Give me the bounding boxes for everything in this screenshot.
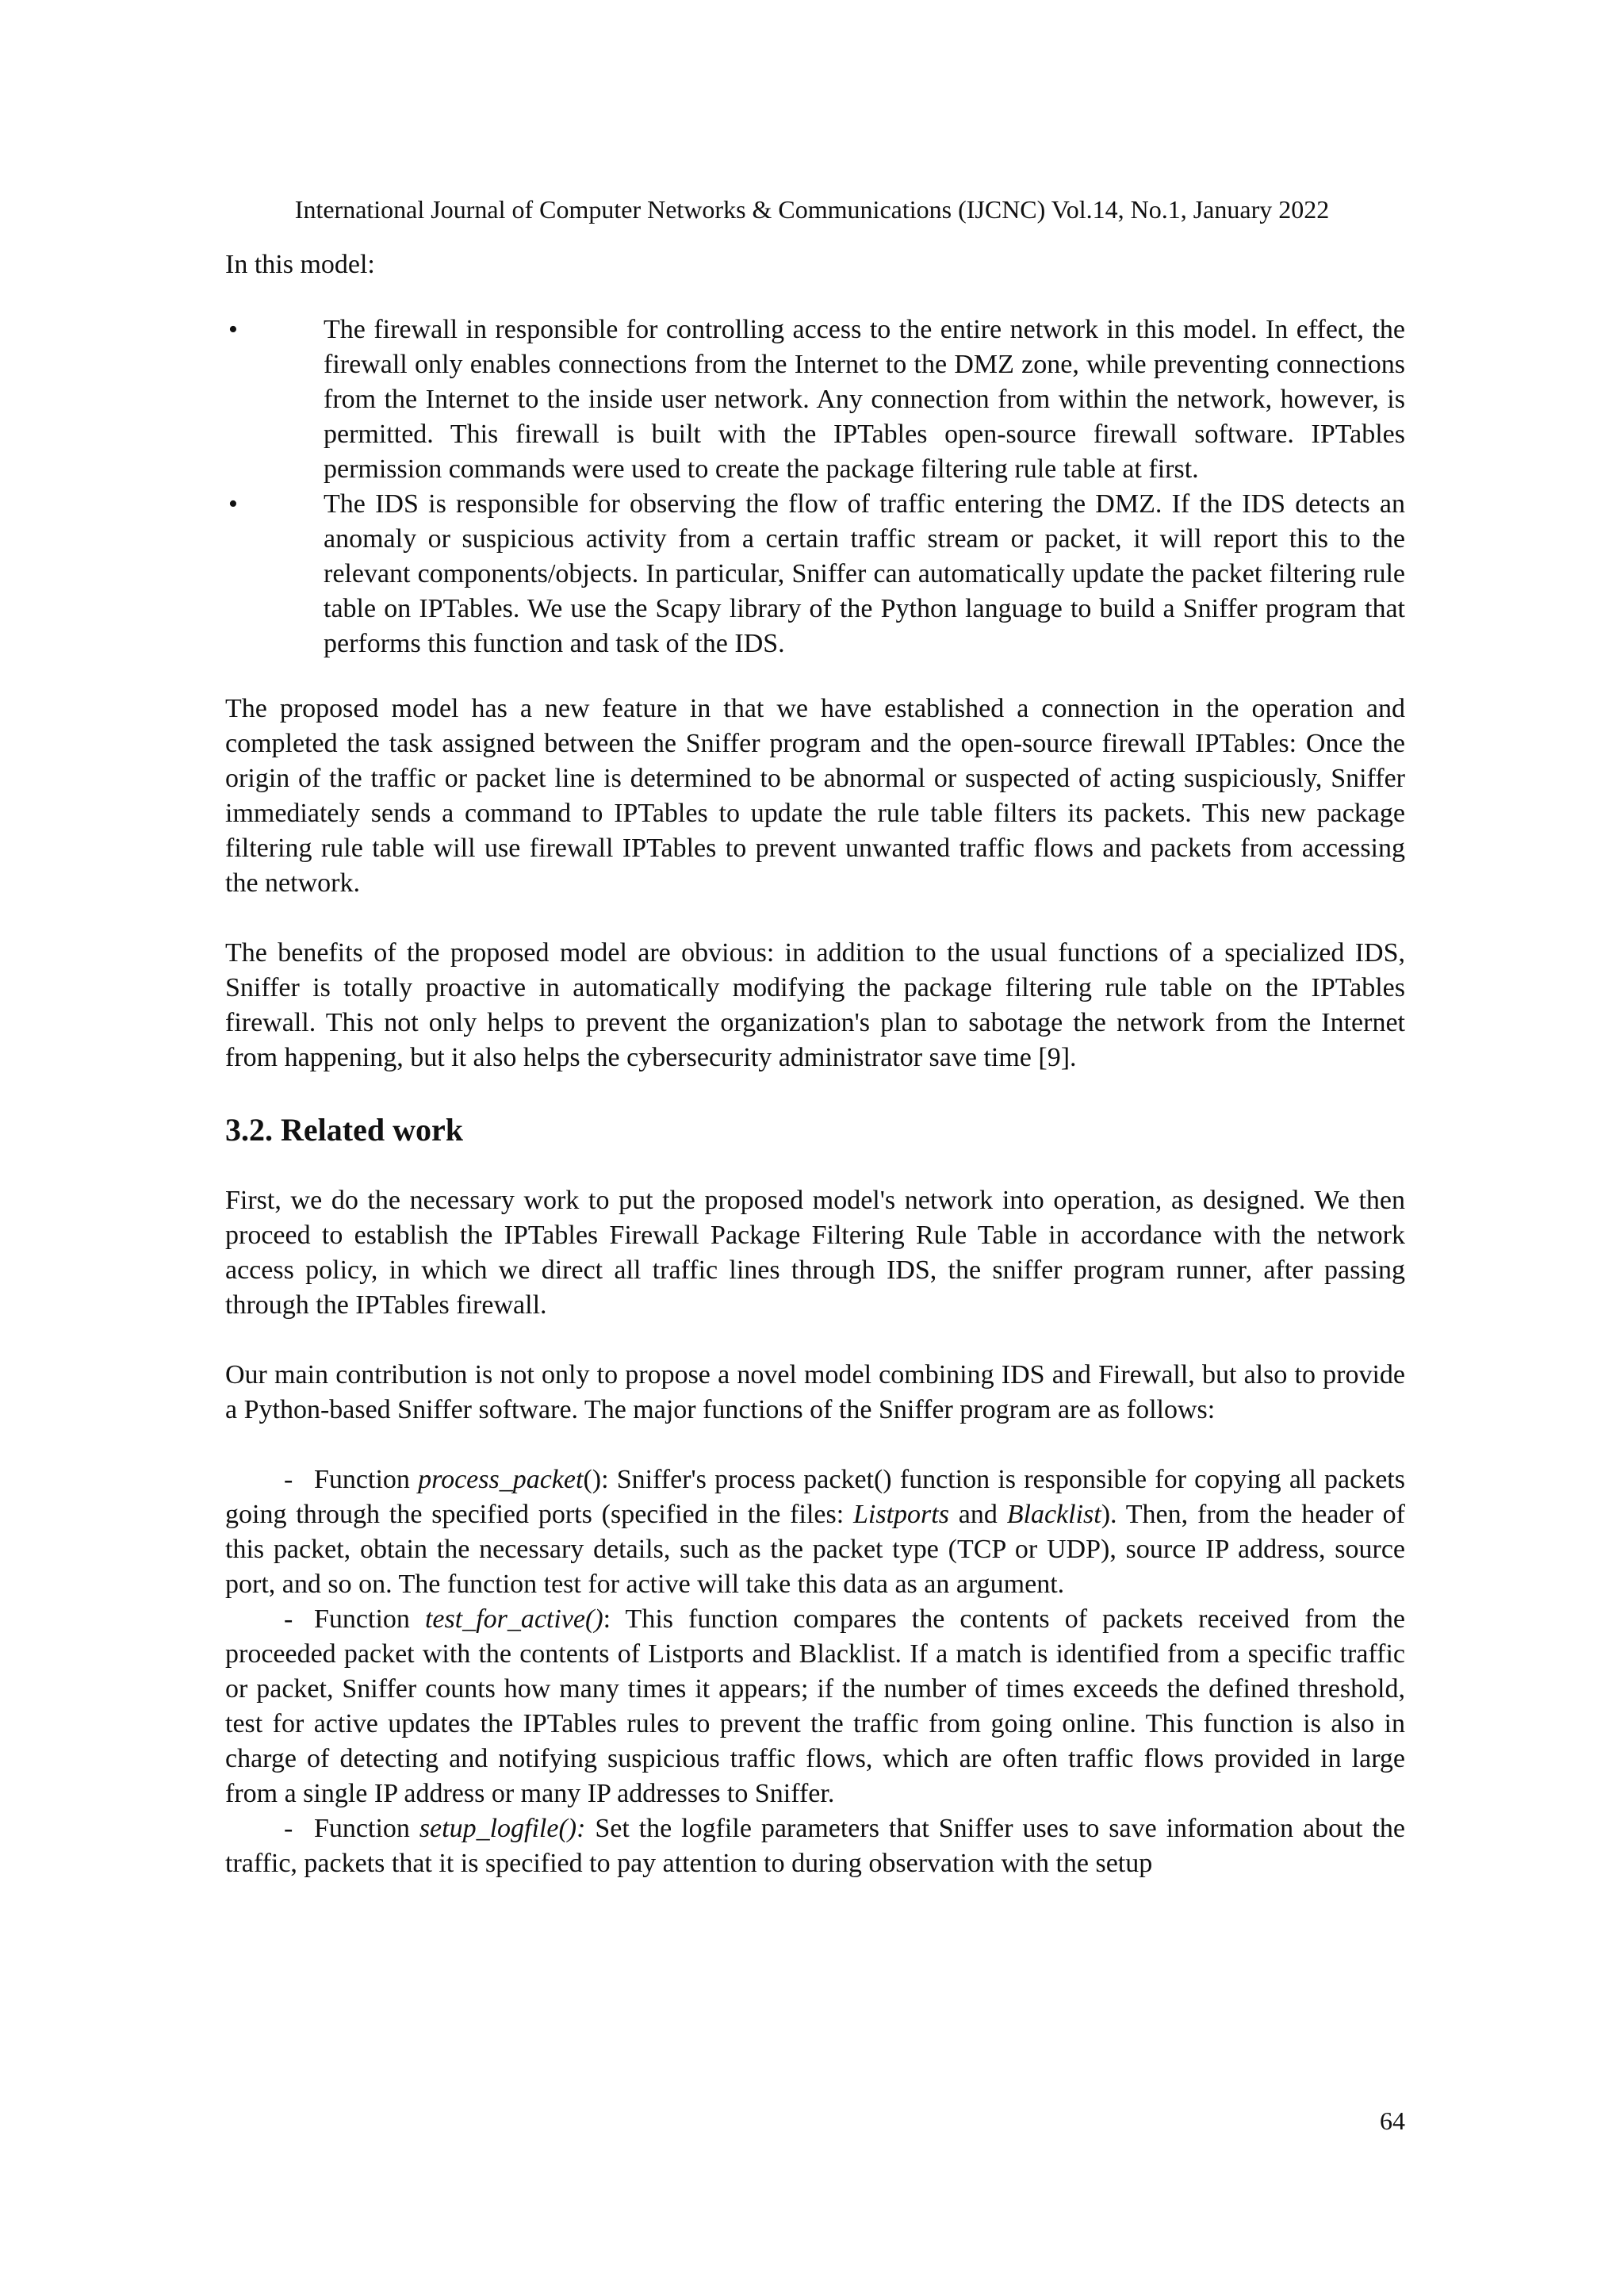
- section-heading: 3.2. Related work: [225, 1112, 463, 1148]
- function-item-process-packet: [225, 1462, 1405, 1602]
- paragraph-related-work: First, we do the necessary work to put the proposed model's network into operation, as designed. We then proceed to establish the IPTables Firewall Package Filtering Rule Table in accordance with the network access policy, in which we direct all traffic lines through IDS, the sniffer program runner, after passing through the IPTables firewall.: [225, 1186, 1405, 1320]
- list-dash: -: [284, 1604, 293, 1634]
- bullet-item-firewall: [225, 312, 1405, 487]
- function-prefix: Function: [314, 1604, 425, 1634]
- function-description: This function compares the contents of packets received from the proceeded packet with the contents of Listports and Blacklist. If a match is identified from a specific traffic or packet, Sniffer counts how many times it appears; if the number of times exceeds the defined threshold, test for active updates the IPTables rules to prevent the traffic from going online. This function is also in charge of detecting and notifying suspicious traffic flows, which are often traffic flows provided in large from a single IP address or many IP addresses to Sniffer.: [225, 1604, 1405, 1808]
- paragraph-contribution: Our main contribution is not only to propose a novel model combining IDS and Firewall, but also to provide a Python-based Sniffer software. The major functions of the Sniffer program are as follows:: [225, 1360, 1405, 1424]
- file-name: Blacklist: [1006, 1500, 1101, 1529]
- bullet-text: The IDS is responsible for observing the flow of traffic entering the DMZ. If the IDS detects an anomaly or suspicious activity from a certain traffic stream or packet, it will report this to the relevant components/objects. In particular, Sniffer can automatically update the packet filtering rule table on IPTables. We use the Scapy library of the Python language to build a Sniffer program that performs this function and task of the IDS.: [324, 489, 1405, 658]
- page-body: [225, 247, 1405, 1881]
- function-item-setup-logfile: [225, 1811, 1405, 1881]
- bullet-list: [225, 312, 1405, 661]
- function-description: Sniffer's process packet() function is responsible for copying all packets going through the specified ports (specified in the files:: [225, 1465, 1405, 1529]
- bullet-marker: •: [228, 489, 238, 519]
- paragraph-benefits: The benefits of the proposed model are obvious: in addition to the usual functions of a specialized IDS, Sniffer is totally proactive in automatically modifying the package filtering rule table on the IPTables firewall. This not only helps to prevent the organization's plan to sabotage the network from the Internet from happening, but it also helps the cybersecurity administrator save time [9].: [225, 938, 1405, 1072]
- page-number: 64: [1380, 2106, 1405, 2135]
- paragraph-proposed-model: The proposed model has a new feature in that we have established a connection in the operation and completed the task assigned between the Sniffer program and the open-source firewall IPTables: Once the origin of the traffic or packet line is determined to be abnormal or suspected of acting suspiciously, Sniffer immediately sends a command to IPTables to update the rule table filters its packets. This new package filtering rule table will use firewall IPTables to prevent unwanted traffic flows and packets from accessing the network.: [225, 694, 1405, 898]
- function-prefix: Function: [314, 1814, 419, 1843]
- function-description: Set the logfile parameters that Sniffer uses to save information about the traffic, packets that it is specified to pay attention to during observation with the setup: [225, 1814, 1405, 1878]
- function-description: ). Then, from the header of this packet, obtain the necessary details, such as the packet type (TCP or UDP), source IP address, source port, and so on. The function test for active will take this data as an argument.: [225, 1500, 1405, 1599]
- function-name: process_packet: [418, 1465, 584, 1494]
- function-name-suffix: :: [603, 1604, 626, 1634]
- function-list: [225, 1462, 1405, 1881]
- bullet-text: The firewall in responsible for controlling access to the entire network in this model. In effect, the firewall only enables connections from the Internet to the DMZ zone, while preventing connections from the Internet to the inside user network. Any connection from within the network, however, is permitted. This firewall is built with the IPTables open-source firewall software. IPTables permission commands were used to create the package filtering rule table at first.: [324, 315, 1405, 484]
- list-dash: -: [284, 1814, 293, 1843]
- function-prefix: Function: [314, 1465, 419, 1494]
- bullet-marker: •: [228, 315, 238, 344]
- intro-line: In this model:: [225, 250, 375, 279]
- bullet-item-ids: [225, 487, 1405, 661]
- function-name-suffix: [585, 1814, 595, 1843]
- function-name: setup_logfile():: [419, 1814, 586, 1843]
- function-description: and: [948, 1500, 1007, 1529]
- function-name-suffix: ():: [583, 1465, 617, 1494]
- file-name: Listports: [853, 1500, 949, 1529]
- list-dash: -: [284, 1465, 293, 1494]
- running-header: International Journal of Computer Networks & Communications (IJCNC) Vol.14, No.1, January 2022: [294, 195, 1330, 224]
- function-name: test_for_active(): [424, 1604, 603, 1634]
- function-item-test-for-active: [225, 1602, 1405, 1811]
